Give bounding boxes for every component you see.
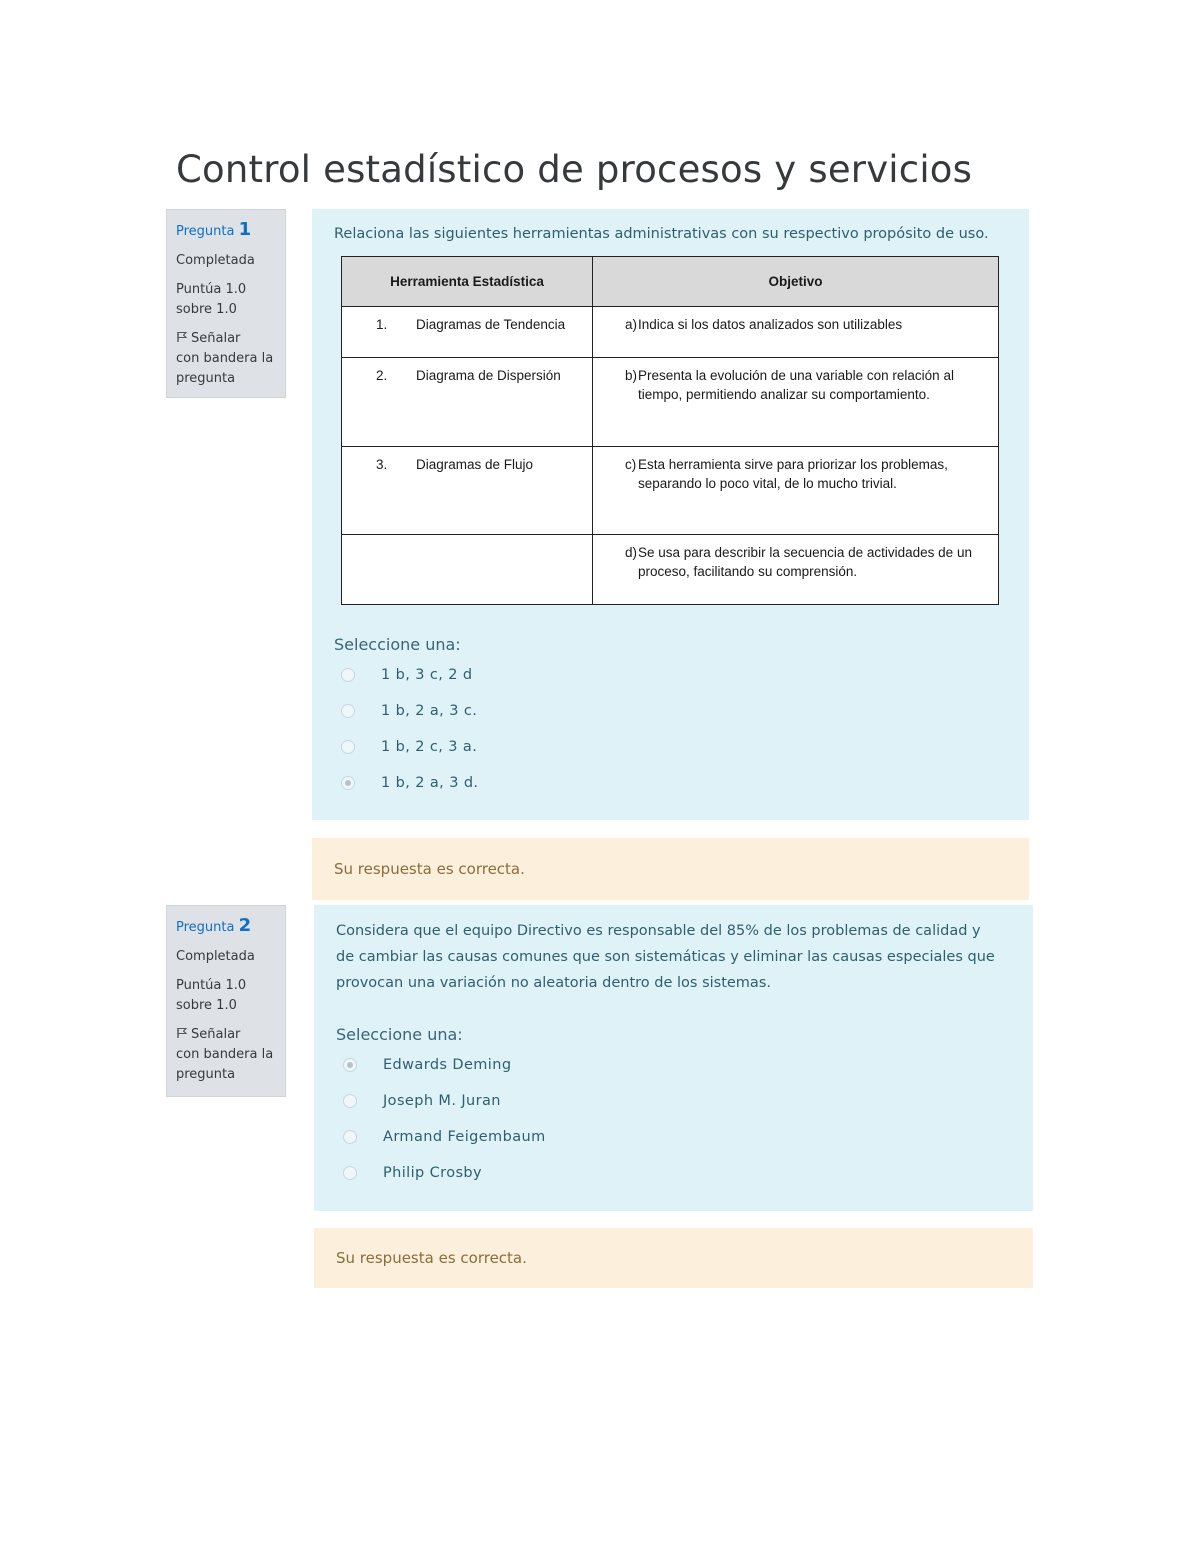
table-cell: [342, 535, 593, 605]
page-title: Control estadístico de procesos y servicios: [176, 148, 973, 191]
radio-button[interactable]: [341, 740, 355, 754]
flag-question-link[interactable]: [176, 1025, 277, 1085]
flag-label: con bandera la: [176, 1047, 274, 1062]
radio-button[interactable]: [343, 1166, 357, 1180]
row-number: 3.: [376, 457, 388, 472]
answer-option[interactable]: [343, 1155, 546, 1191]
grade-line: Puntúa 1.0: [176, 282, 247, 297]
answer-option-label: Philip Crosby: [383, 1165, 483, 1181]
feedback-text: Su respuesta es correcta.: [336, 1249, 527, 1267]
row-number: 1.: [376, 317, 388, 332]
flag-label: Señalar: [191, 1027, 241, 1042]
radio-button[interactable]: [343, 1094, 357, 1108]
table-cell: [342, 447, 593, 535]
answer-option[interactable]: [341, 729, 478, 765]
question-number: [176, 916, 277, 938]
radio-button[interactable]: [341, 704, 355, 718]
question-label: Pregunta: [176, 920, 235, 935]
radio-button-checked[interactable]: [343, 1058, 357, 1072]
question-text: [336, 918, 995, 996]
grade-line: Puntúa 1.0: [176, 978, 247, 993]
flag-question-link[interactable]: [176, 329, 277, 389]
row-letter: d): [625, 545, 638, 560]
row-letter: b): [625, 368, 638, 383]
answer-options: [343, 1047, 546, 1191]
answer-options: [341, 657, 478, 801]
question-formulation-1: [312, 209, 1029, 820]
table-cell: [593, 307, 999, 358]
objective-text: Indica si los datos analizados son utilizables: [638, 317, 903, 332]
objective-text: Se usa para describir la secuencia de actividades de un proceso, facilitando su comprensión.: [638, 545, 972, 579]
answer-option[interactable]: [343, 1119, 546, 1155]
answer-option-label: 1 b, 3 c, 2 d: [381, 667, 473, 683]
answer-option-label: 1 b, 2 c, 3 a.: [381, 739, 478, 755]
question-number-value: 2: [238, 915, 252, 936]
answer-prompt: Seleccione una:: [334, 635, 461, 654]
flag-label: pregunta: [176, 1067, 236, 1082]
answer-option-label: Armand Feigembaum: [383, 1129, 546, 1145]
question-grade: [176, 280, 277, 320]
grade-line: sobre 1.0: [176, 302, 237, 317]
tool-name: Diagrama de Dispersión: [416, 368, 561, 383]
flag-icon: [176, 331, 188, 343]
answer-prompt: Seleccione una:: [336, 1025, 463, 1044]
question-text-line: de cambiar las causas comunes que son sistemáticas y eliminar las causas especiales que: [336, 949, 995, 965]
question-state: Completada: [176, 253, 255, 268]
table-cell: [593, 535, 999, 605]
question-info-1: [166, 209, 286, 398]
table-cell: [593, 447, 999, 535]
table-cell: [593, 358, 999, 447]
radio-button-checked[interactable]: [341, 776, 355, 790]
tool-name: Diagramas de Tendencia: [416, 317, 566, 332]
table-cell: [342, 358, 593, 447]
flag-label: Señalar: [191, 331, 241, 346]
feedback-box-2: [314, 1228, 1033, 1288]
question-text: Relaciona las siguientes herramientas administrativas con su respectivo propósito de uso.: [334, 226, 989, 242]
answer-option-label: Edwards Deming: [383, 1057, 512, 1073]
answer-option[interactable]: [343, 1083, 546, 1119]
radio-button[interactable]: [343, 1130, 357, 1144]
answer-option-selected[interactable]: [343, 1047, 546, 1083]
answer-option-label: 1 b, 2 a, 3 d.: [381, 775, 479, 791]
radio-button[interactable]: [341, 668, 355, 682]
table-cell: [342, 307, 593, 358]
answer-option-label: Joseph M. Juran: [383, 1093, 501, 1109]
row-letter: a): [625, 317, 638, 332]
feedback-box-1: [312, 838, 1029, 900]
objective-text: Presenta la evolución de una variable con relación al tiempo, permitiendo analizar su comportamiento.: [638, 368, 954, 402]
table-header: Herramienta Estadística: [342, 257, 593, 307]
question-label: Pregunta: [176, 224, 235, 239]
row-letter: c): [625, 457, 637, 472]
objective-text: Esta herramienta sirve para priorizar los problemas, separando lo poco vital, de lo mucho trivial.: [638, 457, 948, 491]
feedback-text: Su respuesta es correcta.: [334, 860, 525, 878]
tool-name: Diagramas de Flujo: [416, 457, 534, 472]
answer-option[interactable]: [341, 693, 478, 729]
question-text-line: provocan una variación no aleatoria dentro de los sistemas.: [336, 975, 771, 991]
answer-option-label: 1 b, 2 a, 3 c.: [381, 703, 478, 719]
row-number: 2.: [376, 368, 388, 383]
flag-icon: [176, 1027, 188, 1039]
answer-option[interactable]: [341, 657, 478, 693]
question-text-line: Considera que el equipo Directivo es responsable del 85% de los problemas de calidad y: [336, 923, 981, 939]
question-grade: [176, 976, 277, 1016]
grade-line: sobre 1.0: [176, 998, 237, 1013]
question-number: [176, 220, 277, 242]
question-formulation-2: [314, 905, 1033, 1211]
question-number-value: 1: [238, 219, 252, 240]
tools-table: [341, 256, 999, 605]
flag-label: pregunta: [176, 371, 236, 386]
flag-label: con bandera la: [176, 351, 274, 366]
table-header: Objetivo: [593, 257, 999, 307]
question-info-2: [166, 905, 286, 1097]
answer-option-selected[interactable]: [341, 765, 478, 801]
question-state: Completada: [176, 949, 255, 964]
